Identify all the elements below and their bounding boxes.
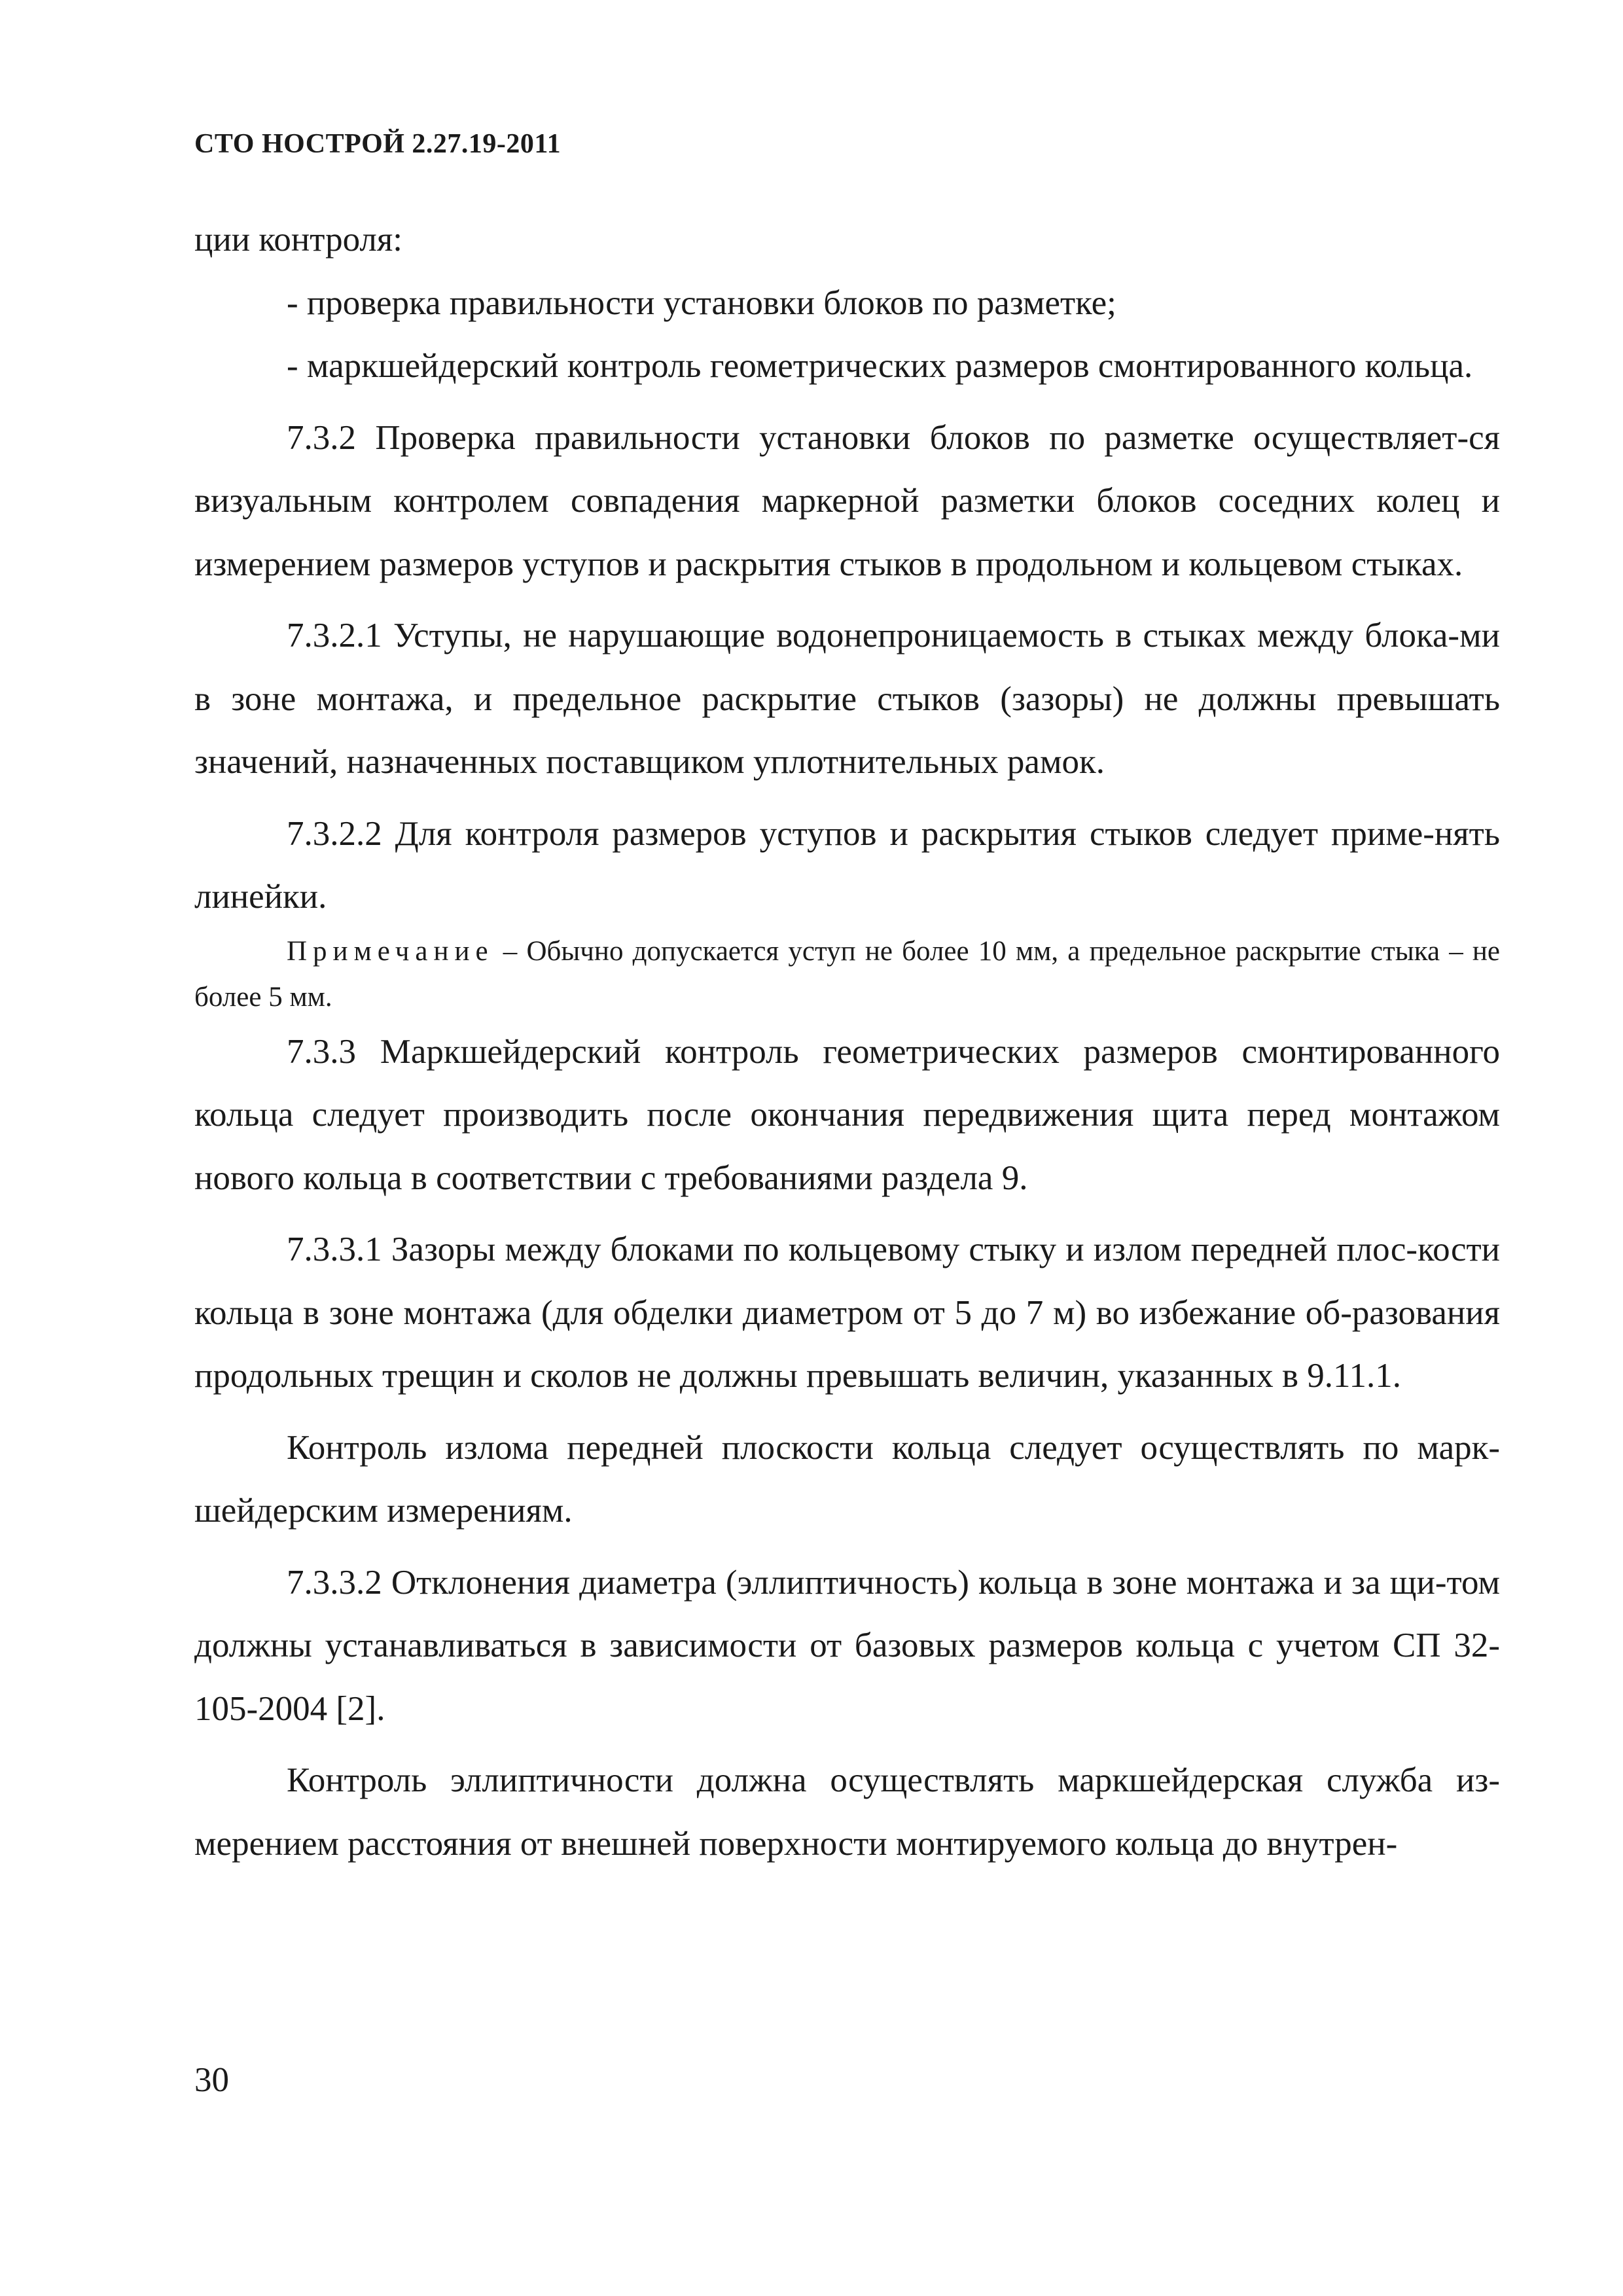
list-item-survey-control: - маркшейдерский контроль геометрических размеров смонтированного кольца. xyxy=(287,347,1473,385)
clause-7-3-3-1: 7.3.3.1 Зазоры между блоками по кольцевому стыку и излом передней плос-кости кольца в зоне монтажа (для обделки диаметром от 5 до 7 м) во избежание об-разования продольных трещин и сколов не должны превышать величин, указанных в 9.11.1. xyxy=(194,1230,1500,1395)
page-number: 30 xyxy=(194,2061,229,2099)
clause-7-3-2: 7.3.2 Проверка правильности установки блоков по разметке осуществляет-ся визуальным контролем совпадения маркерной разметки блоков соседних колец и измерением размеров уступов и раскрытия стыков в продольном и кольцевом стыках. xyxy=(194,418,1500,583)
paragraph-fracture-control: Контроль излома передней плоскости кольца следует осуществлять по марк-шейдерским измерениям. xyxy=(194,1428,1500,1530)
note-label: Примечание xyxy=(287,935,494,967)
list-item-block-check: - проверка правильности установки блоков по разметке; xyxy=(287,283,1116,322)
paragraph-ellipticity-control: Контроль эллиптичности должна осуществлять маркшейдерская служба из-мерением расстояния от внешней поверхности монтируемого кольца до внутрен- xyxy=(194,1761,1500,1863)
clause-7-3-2-1: 7.3.2.1 Уступы, не нарушающие водонепроницаемость в стыках между блока-ми в зоне монтажа, и предельное раскрытие стыков (зазоры) не должны превышать значений, назначенных поставщиком уплотнительных рамок. xyxy=(194,617,1500,781)
clause-7-3-2-2: 7.3.2.2 Для контроля размеров уступов и раскрытия стыков следует приме-нять линейки. xyxy=(194,814,1500,916)
clause-7-3-3-2: 7.3.3.2 Отклонения диаметра (эллиптичность) кольца в зоне монтажа и за щи-том должны устанавливаться в зависимости от базовых размеров кольца с учетом СП 32-105-2004 [2]. xyxy=(194,1563,1500,1728)
clause-7-3-3: 7.3.3 Маркшейдерский контроль геометрических размеров смонтированного кольца следует производить после окончания передвижения щита перед монтажом нового кольца в соответствии с требованиями раздела 9. xyxy=(194,1032,1500,1197)
paragraph-continuation: ции контроля: xyxy=(194,221,402,259)
document-header: СТО НОСТРОЙ 2.27.19-2011 xyxy=(194,129,562,159)
note-text: – Обычно допускается уступ не более 10 мм, а предельное раскрытие стыка – не более 5 мм. xyxy=(194,935,1500,1013)
note xyxy=(194,929,1500,1020)
page-body xyxy=(194,208,1500,1875)
